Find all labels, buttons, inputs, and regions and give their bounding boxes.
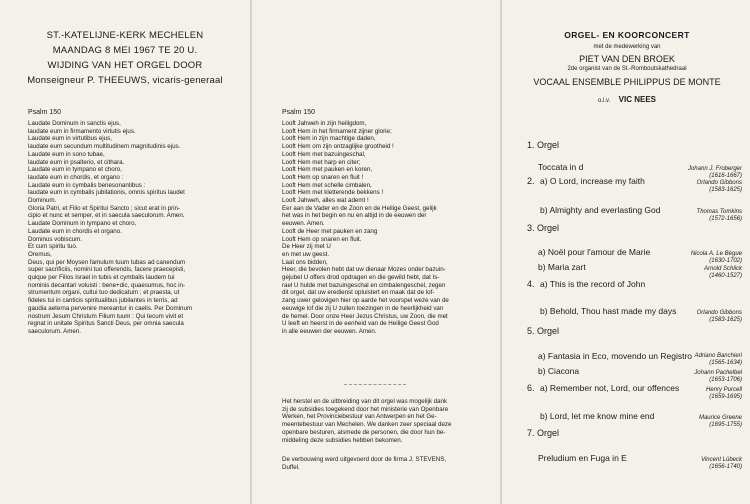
composer-dates: (1659-1695) bbox=[709, 394, 742, 400]
psalm-text bbox=[282, 120, 494, 336]
church-title: ST.-KATELIJNE-KERK MECHELEN bbox=[46, 30, 204, 41]
composer-credit bbox=[701, 457, 742, 471]
right-panel bbox=[502, 0, 750, 504]
composer-name: Orlando Gibbons bbox=[696, 310, 742, 316]
composer-name: Vincent Lübeck bbox=[701, 457, 742, 463]
text-line: U leeft en heerst in de eenheid van de Heilige Geest God bbox=[282, 320, 439, 328]
piece-title: a) Noël pour l'amour de Marie bbox=[538, 247, 651, 257]
text-line: Laudate eum in tympano et choro, bbox=[28, 166, 122, 174]
text-line: zang uwer gelovigen hier op aarde het voorspel weze van de bbox=[282, 297, 449, 305]
event-subtitle: WIJDING VAN HET ORGEL DOOR bbox=[47, 60, 203, 71]
composer-name: Arnold Schlick bbox=[703, 266, 742, 272]
text-line: Eer aan de Vader en de Zoon en de Heilige Geest, gelijk bbox=[282, 204, 437, 212]
text-line: cipio et nunc et semper, et in saecula saeculorum. Amen. bbox=[28, 212, 185, 220]
composer-name: Johann Pachelbel bbox=[694, 370, 742, 376]
psalm-title: Psalm 150 bbox=[282, 109, 316, 116]
program-item-number: 2. bbox=[527, 176, 535, 186]
text-line: laudate eum in psalterio, et cithara. bbox=[28, 158, 125, 166]
piece-title: Preludium en Fuga in E bbox=[538, 453, 627, 463]
event-header bbox=[10, 28, 240, 88]
text-line: rael U hulde met bazuingeschal en cimbalengeschel, zegen bbox=[282, 281, 446, 289]
composer-name: Johann J. Froberger bbox=[687, 166, 742, 172]
text-line: laudate eum in chordis, et organo : bbox=[28, 173, 124, 181]
composer-credit bbox=[699, 415, 742, 429]
organist-name: PIET VAN DEN BROEK bbox=[579, 54, 675, 64]
text-line: Oremus, bbox=[28, 250, 52, 258]
text-line: Looft Hem om zijn ontzaglijke grootheid ! bbox=[282, 143, 394, 151]
text-line: Looft de Heer met pauken en zang bbox=[282, 227, 378, 235]
composer-dates: (1565-1634) bbox=[709, 360, 742, 366]
composer-dates: (1460-1527) bbox=[709, 273, 742, 279]
composer-dates: (1583-1625) bbox=[709, 187, 742, 193]
text-line: Looft Hem in het firmament zijner glorie; bbox=[282, 127, 392, 135]
text-line: Looft Hem op snaren en fluit ! bbox=[282, 173, 364, 181]
program-item-number: 5. Orgel bbox=[527, 326, 560, 336]
text-line: de hemel. Door onze Heer Jezus Christus, uw Zoon, die met bbox=[282, 312, 448, 320]
piece-title: a) O Lord, increase my faith bbox=[540, 176, 645, 186]
composer-credit bbox=[697, 310, 742, 324]
text-line: Laudate Dominum in sanctis ejus, bbox=[28, 120, 121, 127]
text-line: Looft Jahweh in zijn heiligdom, bbox=[282, 120, 367, 127]
piece-title: b) Lord, let me know mine end bbox=[540, 411, 655, 421]
divider bbox=[344, 384, 406, 385]
text-line: het was in het begin en nu en altijd in de eeuwen der bbox=[282, 212, 427, 220]
composer-name: Orlando Gibbons bbox=[696, 180, 742, 186]
composer-dates: (1695-1755) bbox=[709, 422, 742, 428]
text-line: Looft Hem met kletterende bekkens ! bbox=[282, 189, 384, 197]
composer-credit bbox=[688, 166, 742, 180]
event-date: MAANDAG 8 MEI 1967 TE 20 U. bbox=[52, 45, 198, 56]
composer-name: Adriano Banchieri bbox=[694, 353, 742, 359]
composer-dates: (1630-1702) bbox=[709, 258, 742, 264]
text-line: laudate eum in firmamento virtutis ejus. bbox=[28, 127, 136, 135]
piece-title: a) Remember not, Lord, our offences bbox=[540, 383, 680, 393]
text-line: laudate eum in cymbalis jubilationis, omnis spiritus laudet bbox=[28, 189, 185, 197]
program-item-number: 7. Orgel bbox=[527, 428, 560, 438]
composer-dates: (1656-1740) bbox=[709, 464, 742, 470]
dutch-psalm bbox=[282, 109, 494, 336]
text-line: De verbouwing werd uitgevoerd door de firma J. STEVENS, bbox=[282, 456, 447, 463]
text-line: openbare besturen, alsmede de personen, die door hun be- bbox=[282, 428, 446, 436]
text-line: Laudate Dominum in tympano et choro, bbox=[28, 220, 137, 228]
text-line: laudate eum secundum multitudinem magnitudinis ejus. bbox=[28, 143, 181, 151]
text-line: Laudate eum in chordis et organo. bbox=[28, 227, 122, 235]
middle-panel bbox=[252, 0, 500, 504]
director-line bbox=[512, 89, 742, 107]
piece-title: Toccata in d bbox=[538, 162, 584, 172]
composer-name: Maurice Greene bbox=[698, 415, 742, 421]
concert-header bbox=[512, 30, 742, 107]
piece-title: b) Behold, Thou hast made my days bbox=[540, 306, 677, 316]
direction-prefix: o.l.v. bbox=[597, 98, 611, 104]
officiant: Monseigneur P. THEEUWS, vicaris-generaal bbox=[27, 75, 223, 86]
text-line: Looft Hem met bazuingeschal, bbox=[282, 150, 366, 158]
composer-dates: (1583-1625) bbox=[709, 317, 742, 323]
piece-title: b) Almighty and everlasting God bbox=[540, 205, 661, 215]
composer-credit bbox=[695, 353, 742, 367]
composer-name: Thomas Tomkins bbox=[696, 209, 742, 215]
composer-name: Henry Purcell bbox=[705, 387, 742, 393]
program-item-number: 6. bbox=[527, 383, 535, 393]
psalm-title: Psalm 150 bbox=[28, 109, 62, 116]
text-line: eeuwige lof die zij U zullen toezingen in de heerlijkheid van bbox=[282, 304, 444, 312]
builder-note bbox=[282, 456, 494, 471]
text-line: Laat ons bidden, bbox=[282, 258, 328, 266]
composer-credit bbox=[706, 387, 742, 401]
text-line: nostrum Jesum Christum Filium tuum : Qui tecum vivit et bbox=[28, 312, 184, 320]
text-line: Deus, qui per Moysen famulum tuum tubas ad canendum bbox=[28, 258, 186, 266]
text-line: dit orgel, dat uw eredienst opluistert en maak dat de lof- bbox=[282, 289, 435, 297]
piece-title: a) Fantasia in Eco, movendo un Registro bbox=[538, 351, 693, 361]
director-name: VIC NEES bbox=[618, 95, 657, 104]
piece-title: a) This is the record of John bbox=[540, 279, 646, 289]
text-line: zij de subsidies toegekend door het ministerie van Openbare bbox=[282, 405, 449, 413]
text-line: eeuwen. Amen. bbox=[282, 220, 325, 228]
subsidy-note bbox=[282, 398, 494, 444]
composer-credit bbox=[691, 251, 742, 265]
text-line: meentebestuur van Mechelen. We danken zeer speciaal deze bbox=[282, 421, 452, 429]
text-line: Et cum spiritu tuo. bbox=[28, 243, 78, 251]
left-panel bbox=[0, 0, 250, 504]
composer-credit bbox=[704, 266, 742, 280]
text-line: en met uw geest. bbox=[282, 250, 330, 258]
text-line: Dominus vobiscum. bbox=[28, 235, 82, 243]
text-line: Laudate eum in sono tubae, bbox=[28, 150, 105, 158]
composer-credit bbox=[694, 370, 742, 384]
text-line: Looft Hem op snaren en fluit. bbox=[282, 235, 362, 243]
concert-title: ORGEL- EN KOORCONCERT bbox=[564, 30, 690, 40]
text-line: Gloria Patri, et Filio et Spiritui Sancto ; sicut erat in prin- bbox=[28, 204, 180, 212]
text-line: Looft Hem in zijn machtige daden, bbox=[282, 135, 376, 143]
program-item-number: 3. Orgel bbox=[527, 223, 560, 233]
text-line: quique per Filios Israel in tubis et cymbalis laudem tui bbox=[28, 274, 175, 282]
composer-dates: (1572-1656) bbox=[709, 216, 742, 222]
text-line: Laudate eum in virtutibus ejus, bbox=[28, 135, 112, 143]
text-line: super sacrificiis, nomini tuo offerendis, facere praecepisti, bbox=[28, 266, 186, 274]
text-line: strumentum organi, cultui tuo dedicatum ; et praesta, ut bbox=[28, 289, 180, 297]
composer-credit bbox=[697, 209, 742, 223]
composer-dates: (1653-1706) bbox=[709, 377, 742, 383]
organist-role: 2de organist van de St.-Romboutskathedraal bbox=[567, 66, 687, 72]
text-line: Het herstel en de uitbreiding van dit orgel was mogelijk dank bbox=[282, 398, 448, 405]
piece-title: b) Maria zart bbox=[538, 262, 586, 272]
text-line: saeculorum. Amen. bbox=[28, 327, 81, 335]
text-line: gaudia aeterna pervenire mereantur in caelis. Per Dominum bbox=[28, 304, 193, 312]
ensemble-name: VOCAAL ENSEMBLE PHILIPPUS DE MONTE bbox=[533, 77, 721, 87]
text-line: Looft Hem met harp en citer; bbox=[282, 158, 361, 166]
text-line: fideles tui in canticis spiritualibus jubilantes in terris, ad bbox=[28, 297, 178, 305]
program-item-number: 4. bbox=[527, 279, 535, 289]
composer-dates: (1616-1667) bbox=[709, 173, 742, 179]
text-line: Duffel. bbox=[282, 463, 300, 471]
text-line: middeling deze subsidies hebben bekomen. bbox=[282, 436, 403, 444]
text-line: De Heer zij met U bbox=[282, 243, 331, 251]
text-line: Laudate eum in cymbalis benesonantibus : bbox=[28, 181, 146, 189]
text-line: nominis decantari voluisti : bene+dic, quaesumus, hoc in- bbox=[28, 281, 186, 289]
latin-psalm bbox=[28, 109, 246, 336]
text-line: Looft Jahweh, alles wat ademt ! bbox=[282, 197, 369, 205]
text-line: Looft Hem met schelle cimbalen, bbox=[282, 181, 372, 189]
text-line: Looft Hem met pauken en koren, bbox=[282, 166, 373, 174]
piece-title: b) Ciacona bbox=[538, 366, 580, 376]
with-text: met de medewerking van bbox=[593, 44, 661, 50]
text-line: Heer, die bevolen hebt dat uw dienaar Mozes onder bazuin- bbox=[282, 266, 446, 274]
text-line: gejubel U offers drod opdragen en die gewild hebt, dat Is- bbox=[282, 274, 440, 282]
text-line: in alle eeuwen der eeuwen. Amen. bbox=[282, 327, 377, 335]
text-line: Werken, het Provinciebestuur van Antwerpen en het Ge- bbox=[282, 413, 437, 421]
text-line: regnat in unitate Spiritus Sancti Deus, per omnia saecula bbox=[28, 320, 184, 328]
text-line: Dominum. bbox=[28, 197, 57, 205]
composer-name: Nicola A. Le Bègue bbox=[690, 251, 742, 257]
program-item-number: 1. Orgel bbox=[527, 140, 560, 150]
composer-credit bbox=[697, 180, 742, 194]
psalm-text bbox=[28, 120, 246, 336]
